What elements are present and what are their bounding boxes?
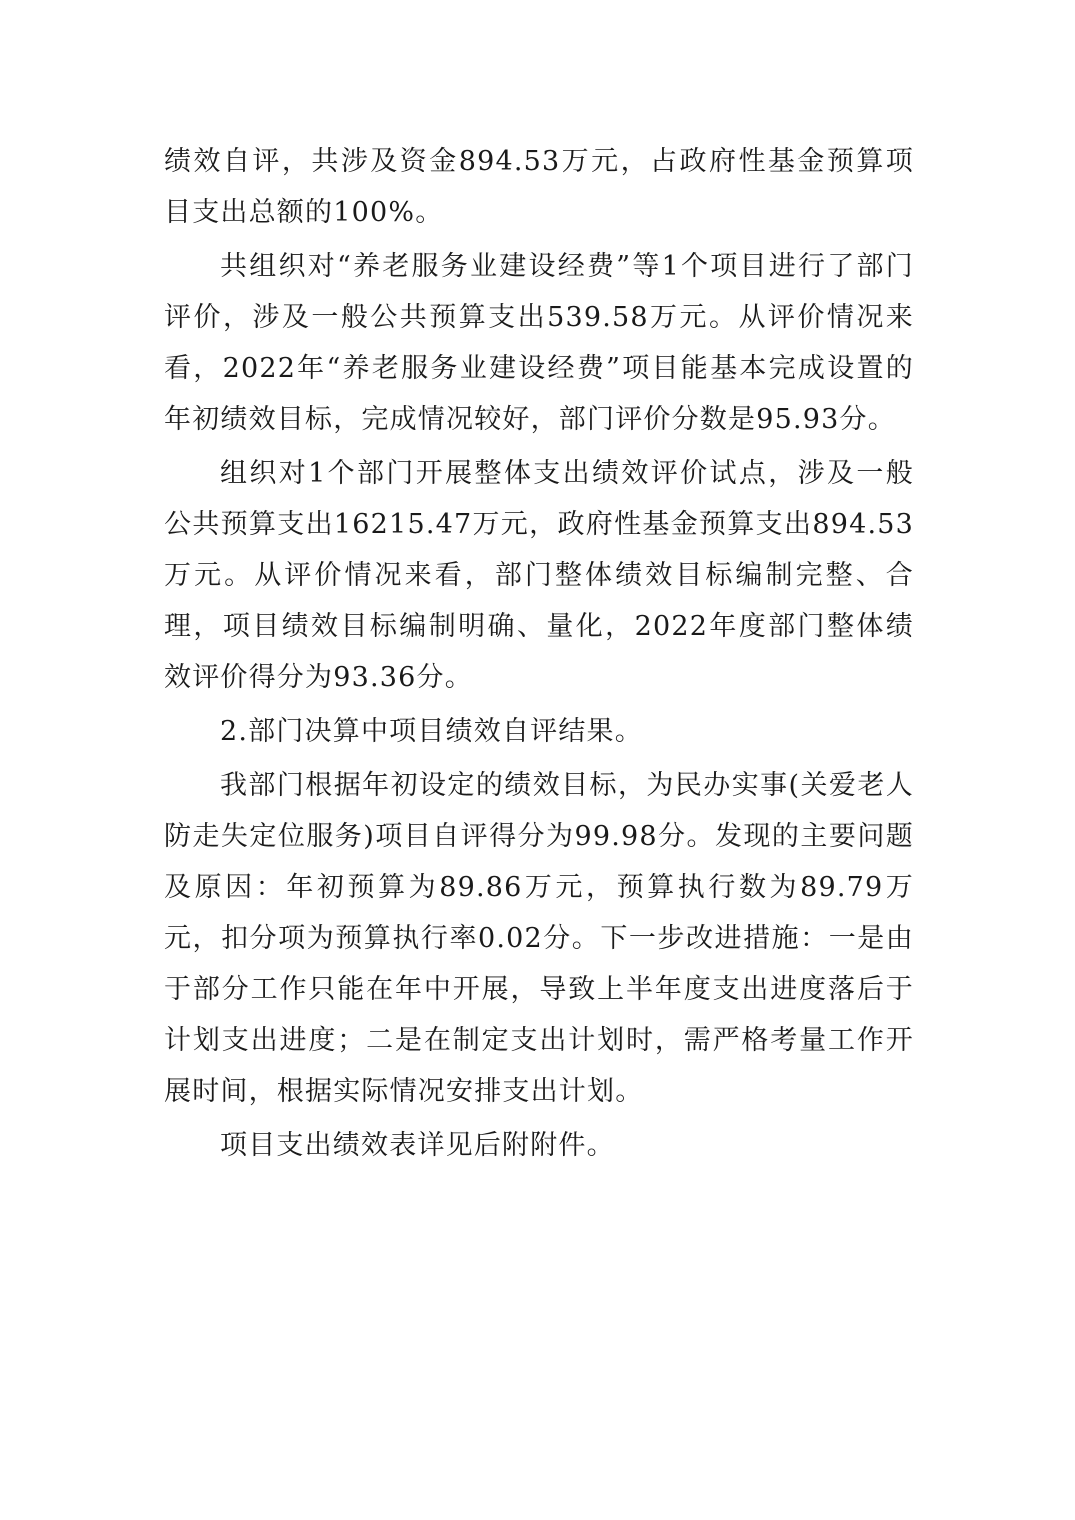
paragraph-attachment-note: 项目支出绩效表详见后附附件。 bbox=[220, 1130, 615, 1161]
section-heading-self-evaluation: 2.部门决算中项目绩效自评结果。 bbox=[220, 716, 643, 747]
document-body bbox=[164, 136, 914, 1174]
paragraph-continuation: 绩效自评，共涉及资金894.53万元，占政府性基金预算项目支出总额的100%。 bbox=[164, 146, 914, 228]
paragraph-self-evaluation-result: 我部门根据年初设定的绩效目标，为民办实事(关爱老人防走失定位服务)项目自评得分为99.98分。发现的主要问题及原因：年初预算为89.86万元，预算执行数为89.79万元，扣分项为预算执行率0.02分。下一步改进措施：一是由于部分工作只能在年中开展，导致上半年度支出进度落后于计划支出进度；二是在制定支出计划时，需严格考量工作开展时间，根据实际情况安排支出计划。 bbox=[164, 770, 914, 1107]
paragraph-overall-evaluation: 组织对1个部门开展整体支出绩效评价试点，涉及一般公共预算支出16215.47万元，政府性基金预算支出894.53万元。从评价情况来看，部门整体绩效目标编制完整、合理，项目绩效目标编制明确、量化，2022年度部门整体绩效评价得分为93.36分。 bbox=[164, 458, 914, 693]
paragraph-department-evaluation: 共组织对“养老服务业建设经费”等1个项目进行了部门评价，涉及一般公共预算支出539.58万元。从评价情况来看，2022年“养老服务业建设经费”项目能基本完成设置的年初绩效目标，完成情况较好，部门评价分数是95.93分。 bbox=[164, 251, 914, 435]
